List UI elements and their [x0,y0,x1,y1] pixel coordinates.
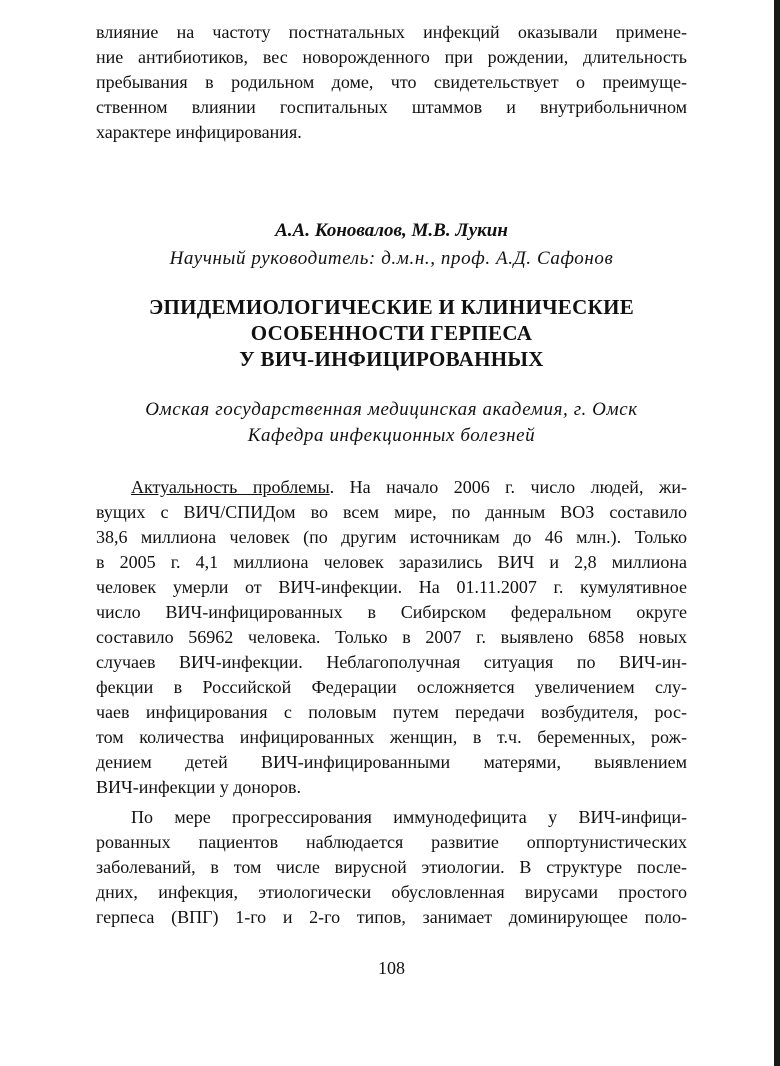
title-line: ОСОБЕННОСТИ ГЕРПЕСА [250,321,533,345]
text-line: характере инфицирования. [96,122,302,142]
text-line: человек умерли от ВИЧ-инфекции. На 01.11.2007 г. кумулятивное [96,577,687,597]
title-line: У ВИЧ-ИНФИЦИРОВАННЫХ [239,347,544,371]
text-line: случаев ВИЧ-инфекции. Неблагополучная ситуация по ВИЧ-ин- [96,652,687,672]
affiliation-line: Омская государственная медицинская академия, г. Омск [145,399,638,420]
text-line: число ВИЧ-инфицированных в Сибирском федеральном округе [96,602,687,622]
text-line: вущих с ВИЧ/СПИДом во всем мире, по данным ВОЗ составило [96,502,687,522]
affiliation-line: Кафедра инфекционных болезней [247,425,536,446]
scientific-advisor: Научный руководитель: д.м.н., проф. А.Д. Сафонов [169,248,614,269]
text-line: ВИЧ-инфекции у доноров. [96,777,302,797]
text-line: пребывания в родильном доме, что свидетельствует о преимуще- [96,72,687,92]
text-line: том количества инфицированных женщин, в т.ч. беременных, рож- [96,727,687,747]
text-line: герпеса (ВПГ) 1-го и 2-го типов, занимает доминирующее поло- [96,907,687,927]
text-line: ственном влиянии госпитальных штаммов и внутрибольничном [96,97,687,117]
text-line: составило 56962 человека. Только в 2007 г. выявлено 6858 новых [96,627,687,647]
text-line: 38,6 миллиона человек (по другим источникам до 46 млн.). Только [96,527,687,547]
section-heading-underlined: Актуальность проблемы [131,477,330,497]
page-edge-shadow [774,0,780,1066]
text-line: влияние на частоту постнатальных инфекций оказывали примене- [96,22,687,42]
text-line: заболеваний, в том числе вирусной этиологии. В структуре после- [96,857,687,877]
text-line: чаев инфицирования с половым путем передачи возбудителя, рос- [96,702,687,722]
page-number: 108 [378,958,405,978]
text-line: ние антибиотиков, вес новорожденного при рождении, длительность [96,47,687,67]
text-line [131,475,687,499]
text-line: дением детей ВИЧ-инфицированными матерями, выявлением [96,752,687,772]
text-line: в 2005 г. 4,1 миллиона человек заразились ВИЧ и 2,8 миллиона [96,552,687,572]
text-line: рованных пациентов наблюдается развитие оппортунистических [96,832,687,852]
lead-text: . На начало 2006 г. число людей, жи- [329,477,687,497]
article-authors: А.А. Коновалов, М.В. Лукин [275,220,508,241]
title-line: ЭПИДЕМИОЛОГИЧЕСКИЕ И КЛИНИЧЕСКИЕ [148,295,635,319]
text-line: фекции в Российской Федерации осложняется увеличением слу- [96,677,687,697]
text-line: дних, инфекция, этиологически обусловленная вирусами простого [96,882,687,902]
text-line: По мере прогрессирования иммунодефицита у ВИЧ-инфици- [131,807,687,827]
